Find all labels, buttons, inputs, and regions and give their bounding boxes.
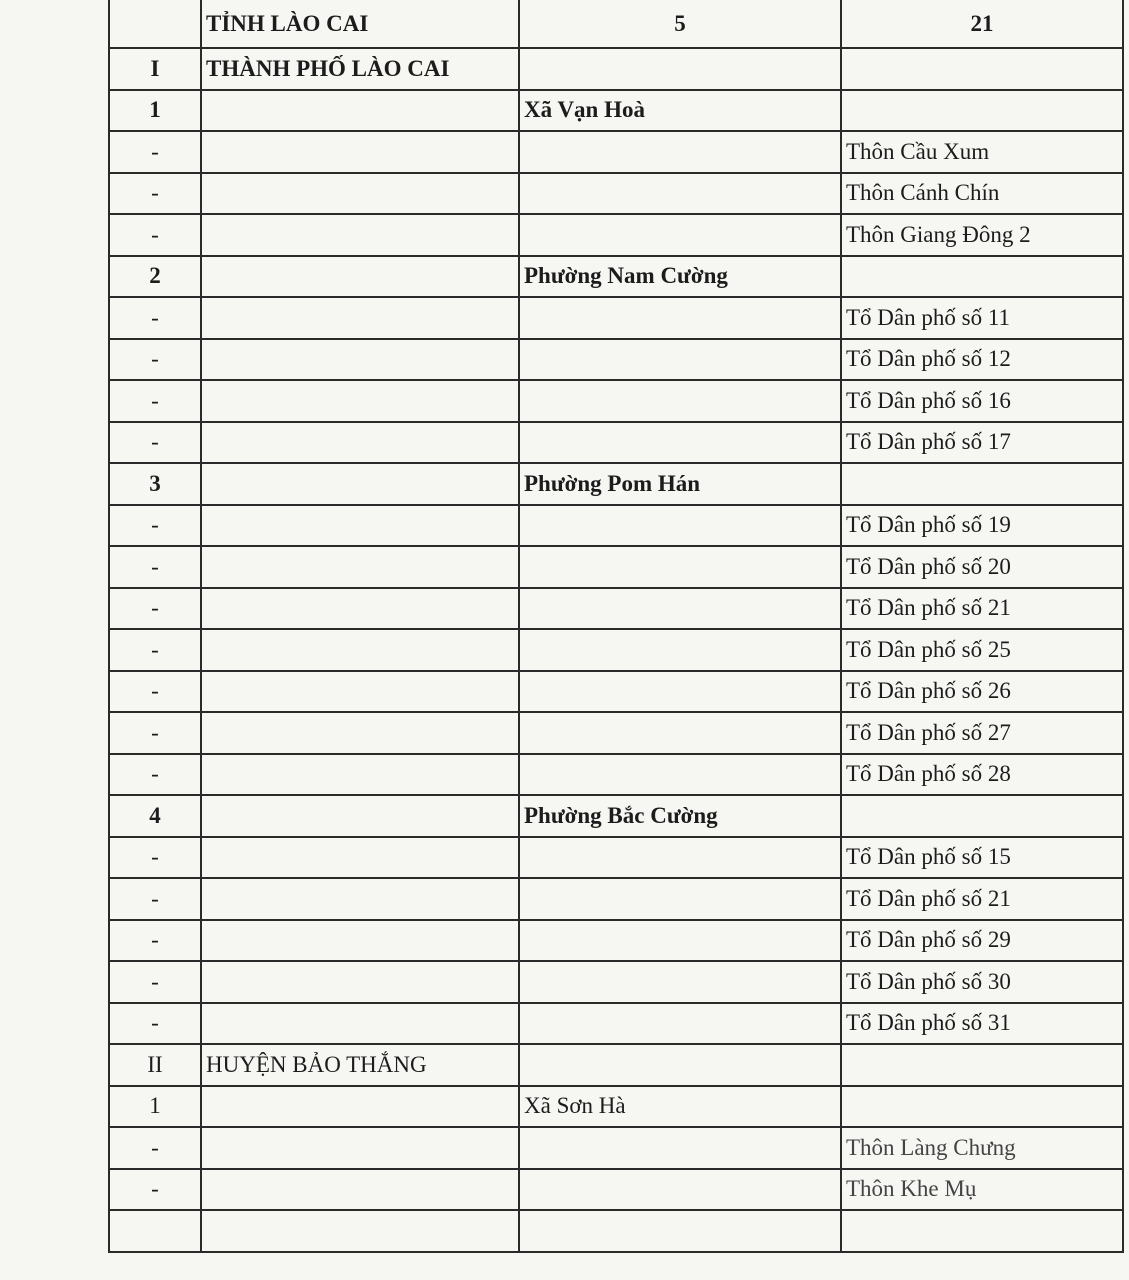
commune-cell bbox=[519, 505, 841, 547]
village-cell: Thôn Cánh Chín bbox=[841, 173, 1123, 215]
row-number-cell: - bbox=[109, 754, 201, 796]
village-cell: Tổ Dân phố số 21 bbox=[841, 878, 1123, 920]
commune-cell bbox=[519, 712, 841, 754]
district-cell bbox=[201, 297, 519, 339]
commune-cell bbox=[519, 214, 841, 256]
commune-cell: Xã Vạn Hoà bbox=[519, 90, 841, 132]
row-number-cell: - bbox=[109, 629, 201, 671]
commune-cell bbox=[519, 380, 841, 422]
district-cell bbox=[201, 339, 519, 381]
district-cell bbox=[201, 795, 519, 837]
district-cell bbox=[201, 256, 519, 298]
village-cell: Tổ Dân phố số 12 bbox=[841, 339, 1123, 381]
commune-cell bbox=[519, 588, 841, 630]
table-row bbox=[109, 1044, 1123, 1086]
commune-cell bbox=[519, 920, 841, 962]
row-number-cell: - bbox=[109, 546, 201, 588]
village-cell bbox=[841, 90, 1123, 132]
village-cell bbox=[841, 1086, 1123, 1128]
village-cell: Thôn Khe Mụ bbox=[841, 1169, 1123, 1211]
commune-cell: Phường Bắc Cường bbox=[519, 795, 841, 837]
district-cell bbox=[201, 671, 519, 713]
commune-cell bbox=[519, 131, 841, 173]
table-row bbox=[109, 920, 1123, 962]
table-row bbox=[109, 588, 1123, 630]
row-number-cell: 1 bbox=[109, 1086, 201, 1128]
row-number-cell: II bbox=[109, 1044, 201, 1086]
commune-cell bbox=[519, 1210, 841, 1252]
table-row bbox=[109, 1127, 1123, 1169]
row-number-cell: - bbox=[109, 837, 201, 879]
commune-cell bbox=[519, 878, 841, 920]
village-cell: Tổ Dân phố số 15 bbox=[841, 837, 1123, 879]
village-cell: 21 bbox=[841, 0, 1123, 48]
village-cell bbox=[841, 48, 1123, 90]
village-cell: Tổ Dân phố số 11 bbox=[841, 297, 1123, 339]
row-number-cell: - bbox=[109, 422, 201, 464]
table-row bbox=[109, 754, 1123, 796]
row-number-cell bbox=[109, 0, 201, 48]
village-cell: Tổ Dân phố số 25 bbox=[841, 629, 1123, 671]
table-row bbox=[109, 48, 1123, 90]
district-cell bbox=[201, 629, 519, 671]
table-row bbox=[109, 90, 1123, 132]
row-number-cell: - bbox=[109, 712, 201, 754]
village-cell: Tổ Dân phố số 21 bbox=[841, 588, 1123, 630]
table-row bbox=[109, 131, 1123, 173]
table-row bbox=[109, 0, 1123, 48]
commune-cell bbox=[519, 1003, 841, 1045]
village-cell: Tổ Dân phố số 19 bbox=[841, 505, 1123, 547]
table-row bbox=[109, 837, 1123, 879]
row-number-cell: - bbox=[109, 1003, 201, 1045]
row-number-cell: 1 bbox=[109, 90, 201, 132]
commune-cell bbox=[519, 422, 841, 464]
commune-cell bbox=[519, 837, 841, 879]
table-row bbox=[109, 1003, 1123, 1045]
village-cell: Thôn Làng Chưng bbox=[841, 1127, 1123, 1169]
commune-cell bbox=[519, 629, 841, 671]
village-cell: Tổ Dân phố số 20 bbox=[841, 546, 1123, 588]
row-number-cell: - bbox=[109, 588, 201, 630]
village-cell bbox=[841, 256, 1123, 298]
village-cell bbox=[841, 1210, 1123, 1252]
row-number-cell: 4 bbox=[109, 795, 201, 837]
village-cell bbox=[841, 795, 1123, 837]
commune-cell bbox=[519, 173, 841, 215]
district-cell bbox=[201, 546, 519, 588]
village-cell: Tổ Dân phố số 29 bbox=[841, 920, 1123, 962]
district-cell bbox=[201, 920, 519, 962]
table-body bbox=[109, 0, 1123, 1252]
table-row bbox=[109, 671, 1123, 713]
table-row bbox=[109, 629, 1123, 671]
row-number-cell: - bbox=[109, 339, 201, 381]
district-cell: HUYỆN BẢO THẮNG bbox=[201, 1044, 519, 1086]
village-cell: Tổ Dân phố số 26 bbox=[841, 671, 1123, 713]
row-number-cell bbox=[109, 1210, 201, 1252]
table-row bbox=[109, 1210, 1123, 1252]
row-number-cell: - bbox=[109, 380, 201, 422]
district-cell: THÀNH PHỐ LÀO CAI bbox=[201, 48, 519, 90]
table-row bbox=[109, 546, 1123, 588]
district-cell bbox=[201, 754, 519, 796]
village-cell: Tổ Dân phố số 30 bbox=[841, 961, 1123, 1003]
table-row bbox=[109, 505, 1123, 547]
village-cell: Thôn Giang Đông 2 bbox=[841, 214, 1123, 256]
commune-cell bbox=[519, 297, 841, 339]
district-cell bbox=[201, 380, 519, 422]
row-number-cell: - bbox=[109, 1169, 201, 1211]
district-cell bbox=[201, 1127, 519, 1169]
table-row bbox=[109, 795, 1123, 837]
district-cell bbox=[201, 1086, 519, 1128]
row-number-cell: 2 bbox=[109, 256, 201, 298]
commune-cell bbox=[519, 1044, 841, 1086]
commune-cell: 5 bbox=[519, 0, 841, 48]
district-cell bbox=[201, 131, 519, 173]
district-cell bbox=[201, 173, 519, 215]
district-cell bbox=[201, 837, 519, 879]
table-row bbox=[109, 214, 1123, 256]
table-row bbox=[109, 463, 1123, 505]
row-number-cell: - bbox=[109, 671, 201, 713]
table-row bbox=[109, 878, 1123, 920]
commune-cell bbox=[519, 961, 841, 1003]
commune-cell bbox=[519, 546, 841, 588]
commune-cell bbox=[519, 1169, 841, 1211]
commune-cell bbox=[519, 339, 841, 381]
commune-cell bbox=[519, 1127, 841, 1169]
row-number-cell: 3 bbox=[109, 463, 201, 505]
commune-cell: Xã Sơn Hà bbox=[519, 1086, 841, 1128]
district-cell bbox=[201, 961, 519, 1003]
village-cell: Tổ Dân phố số 28 bbox=[841, 754, 1123, 796]
row-number-cell: - bbox=[109, 505, 201, 547]
row-number-cell: - bbox=[109, 214, 201, 256]
village-cell bbox=[841, 463, 1123, 505]
commune-cell: Phường Nam Cường bbox=[519, 256, 841, 298]
row-number-cell: - bbox=[109, 878, 201, 920]
district-cell bbox=[201, 1210, 519, 1252]
row-number-cell: I bbox=[109, 48, 201, 90]
village-cell: Tổ Dân phố số 27 bbox=[841, 712, 1123, 754]
district-cell bbox=[201, 505, 519, 547]
row-number-cell: - bbox=[109, 961, 201, 1003]
district-cell bbox=[201, 1003, 519, 1045]
village-cell: Tổ Dân phố số 31 bbox=[841, 1003, 1123, 1045]
row-number-cell: - bbox=[109, 173, 201, 215]
table-row bbox=[109, 380, 1123, 422]
table-row bbox=[109, 256, 1123, 298]
row-number-cell: - bbox=[109, 1127, 201, 1169]
commune-cell: Phường Pom Hán bbox=[519, 463, 841, 505]
table-row bbox=[109, 297, 1123, 339]
commune-cell bbox=[519, 48, 841, 90]
village-cell: Tổ Dân phố số 16 bbox=[841, 380, 1123, 422]
table-row bbox=[109, 1169, 1123, 1211]
table-row bbox=[109, 712, 1123, 754]
village-cell: Thôn Cầu Xum bbox=[841, 131, 1123, 173]
district-cell bbox=[201, 712, 519, 754]
admin-units-table bbox=[108, 0, 1124, 1253]
table-row bbox=[109, 339, 1123, 381]
row-number-cell: - bbox=[109, 297, 201, 339]
table-row bbox=[109, 173, 1123, 215]
district-cell bbox=[201, 1169, 519, 1211]
table-row bbox=[109, 422, 1123, 464]
district-cell: TỈNH LÀO CAI bbox=[201, 0, 519, 48]
district-cell bbox=[201, 878, 519, 920]
district-cell bbox=[201, 463, 519, 505]
village-cell bbox=[841, 1044, 1123, 1086]
district-cell bbox=[201, 214, 519, 256]
village-cell: Tổ Dân phố số 17 bbox=[841, 422, 1123, 464]
district-cell bbox=[201, 90, 519, 132]
district-cell bbox=[201, 588, 519, 630]
commune-cell bbox=[519, 671, 841, 713]
district-cell bbox=[201, 422, 519, 464]
table-row bbox=[109, 1086, 1123, 1128]
table-row bbox=[109, 961, 1123, 1003]
row-number-cell: - bbox=[109, 131, 201, 173]
row-number-cell: - bbox=[109, 920, 201, 962]
commune-cell bbox=[519, 754, 841, 796]
